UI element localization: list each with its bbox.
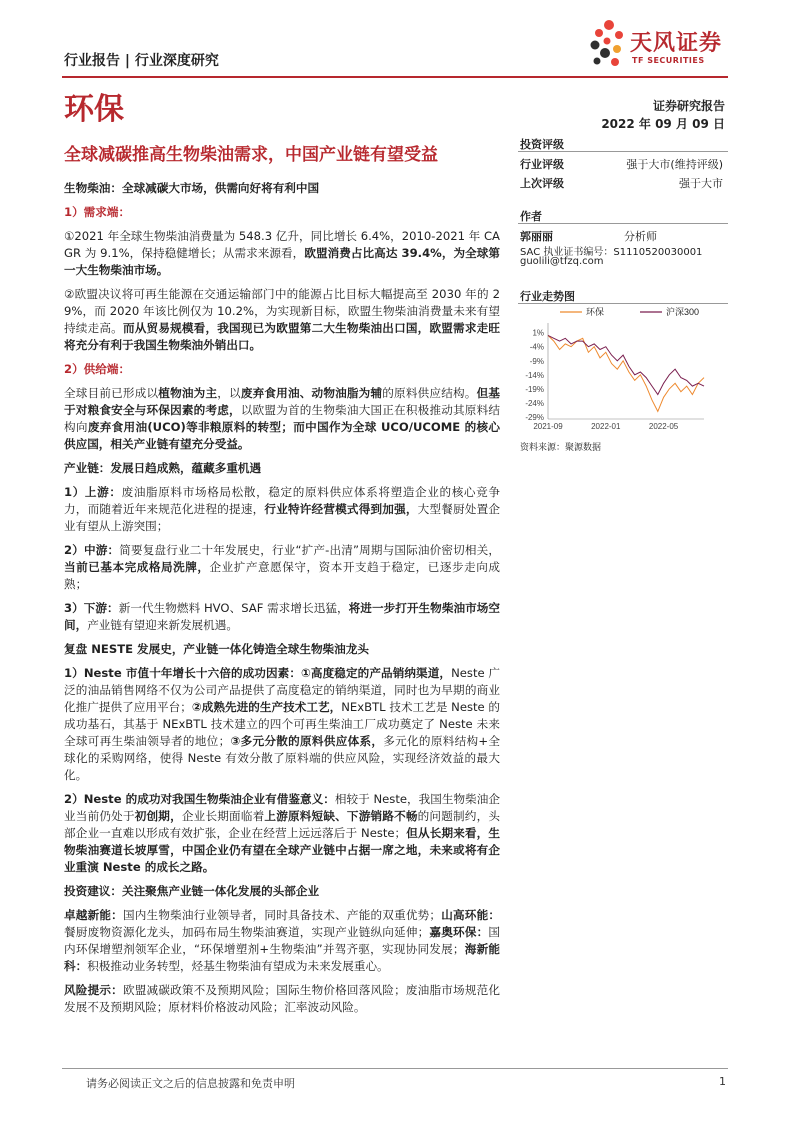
risk-paragraph: 风险提示：欧盟减碳政策不及预期风险；国际生物价格回落风险；废油脂市场规范化发展不及预期风险；原材料价格波动风险；汇率波动风险。 xyxy=(64,983,500,1014)
y-tick-label: -4% xyxy=(529,342,544,352)
demand-paragraph-1: ①2021 年全球生物柴油消费量为 548.3 亿升，同比增长 6.4%，2010-2021 年 CAGR 为 9.1%，保持稳健增长；从需求来源看，欧盟消费占比高达 39.4%，为全球第一大生物柴油市场。 xyxy=(64,229,500,277)
report-date: 2022 年 09 月 09 日 xyxy=(601,117,725,131)
page-number: 1 xyxy=(719,1075,726,1088)
y-tick-label: -24% xyxy=(525,398,544,408)
chart-lines xyxy=(548,335,704,411)
chart-source: 资料来源：聚源数据 xyxy=(520,443,602,453)
summary-heading-1: 生物柴油：全球减碳大市场，供需向好将有利中国 xyxy=(64,181,320,195)
chart-divider xyxy=(518,303,728,304)
breadcrumb: 行业报告 | 行业深度研究 xyxy=(64,53,219,69)
y-tick-label: 1% xyxy=(532,328,544,338)
upstream-paragraph: 1）上游：废油脂原料市场格局松散，稳定的原料供应体系将塑造企业的核心竞争力，而随着近年来规范化进程的提速，行业特许经营模式得到加强，大型餐厨处置企业有望从上游突围； xyxy=(64,485,500,533)
industry-rating-value: 强于大市(维持评级) xyxy=(626,158,723,171)
midstream-paragraph: 2）中游：简要复盘行业二十年发展史，行业“扩产-出清”周期与国际油价密切相关，当前已基本完成格局洗牌，企业扩产意愿保守，资本开支趋于稳定，已逐步走向成熟； xyxy=(64,543,500,591)
logo-mark-icon xyxy=(585,15,635,71)
legend-label: 环保 xyxy=(586,307,605,317)
investment-heading: 投资建议：关注聚焦产业链一体化发展的头部企业 xyxy=(64,884,320,898)
investment-paragraph: 卓越新能：国内生物柴油行业领导者，同时具备技术、产能的双重优势；山高环能：餐厨废物资源化龙头，加码布局生物柴油赛道，实现产业链纵向延伸；嘉奥环保：国内环保增塑剂领军企业，“环保增塑剂+生物柴油”并驾齐驱，实现协同发展；海新能科：积极推动业务转型，烃基生物柴油有望成为未来发展重心。 xyxy=(64,908,500,973)
legend-label: 沪深300 xyxy=(666,307,700,317)
neste-heading: 复盘 NESTE 发展史，产业链一体化铸造全球生物柴油龙头 xyxy=(64,642,369,656)
x-tick-label: 2021-09 xyxy=(533,422,563,431)
y-tick-label: -14% xyxy=(525,370,544,380)
y-tick-label: -29% xyxy=(525,413,544,422)
author-section-title: 作者 xyxy=(520,210,542,223)
demand-paragraph-2: ②欧盟决议将可再生能源在交通运输部门中的能源占比目标大幅提高至 2030 年的 29%，而 2020 年该比例仅为 10.2%，为实现新目标，欧盟生物柴油消费量未来有望持续走高。而从贸易规模看，我国现已为欧盟第二大生物柴油出口国，欧盟需求走旺将充分有利于我国生物柴油外销出口。 xyxy=(64,287,500,352)
rating-section-title: 投资评级 xyxy=(520,138,564,151)
rating-divider xyxy=(518,151,728,152)
x-tick-label: 2022-05 xyxy=(648,422,679,431)
report-type: 证券研究报告 xyxy=(652,99,725,113)
neste-paragraph-2: 2）Neste 的成功对我国生物柴油企业有借鉴意义：相较于 Neste，我国生物柴油企业当前仍处于初创期，企业长期面临着上游原料短缺、下游销路不畅的问题制约，头部企业一直难以形成有效扩张，企业在经营上远远落后于 Neste；但从长期来看，生物柴油赛道长坡厚雪，中国企业仍有望在全球产业链中占据一席之地，未来或将有企业重演 Neste 的成长之路。 xyxy=(64,792,500,874)
neste-paragraph-1: 1）Neste 市值十年增长十六倍的成功因素：①高度稳定的产品销纳渠道，Neste 广泛的油品销售网络不仅为公司产品提供了高度稳定的销纳渠道，同时也为早期的商业化推广提供了应用平台；②成熟先进的生产技术工艺，NExBTL 技术工艺是 Neste 的成功基石，其基于 NExBTL 技术建立的四个可再生柴油工厂成功奠定了 Neste 未来全球可再生柴油领导者的地位；③多元分散的原料供应体系，多元化的原料结构+全球化的采购网络，使得 Neste 有效分散了原料端的供应风险，实现经济效益的最大化。 xyxy=(64,666,500,782)
chart-legend xyxy=(560,306,699,317)
series-line xyxy=(548,335,704,394)
series-line xyxy=(548,335,704,411)
trend-chart xyxy=(518,305,708,435)
industry-rating-label: 行业评级 xyxy=(520,158,564,171)
footer-disclaimer: 请务必阅读正文之后的信息披露和免责申明 xyxy=(86,1077,295,1090)
y-tick-label: -9% xyxy=(529,356,544,366)
previous-rating-label: 上次评级 xyxy=(520,177,564,190)
author-divider xyxy=(518,223,728,224)
y-tick-label: -19% xyxy=(525,384,544,394)
header-divider xyxy=(62,76,728,78)
x-tick-label: 2022-01 xyxy=(591,422,621,431)
supply-subheading: 2）供给端： xyxy=(64,362,131,376)
supply-paragraph: 全球目前已形成以植物油为主，以废弃食用油、动物油脂为辅的原料供应结构。但基于对粮食安全与环保因素的考虑，以欧盟为首的生物柴油大国正在积极推动其原料结构向废弃食用油(UCO)等非粮原料的转型；而中国作为全球 UCO/UCOME 的核心供应国，相关产业链有望充分受益。 xyxy=(64,386,500,451)
chain-heading: 产业链：发展日趋成熟，蕴藏多重机遇 xyxy=(64,461,262,475)
industry-name: 环保 xyxy=(64,92,124,127)
report-title: 全球减碳推高生物柴油需求，中国产业链有望受益 xyxy=(64,145,438,165)
downstream-paragraph: 3）下游：新一代生物燃料 HVO、SAF 需求增长迅猛，将进一步打开生物柴油市场空间，产业链有望迎来新发展机遇。 xyxy=(64,601,500,632)
logo-text-cn: 天风证券 xyxy=(630,31,723,56)
author-name: 郭丽丽 xyxy=(520,230,553,243)
footer-divider xyxy=(62,1068,728,1069)
author-email[interactable]: guolili@tfzq.com xyxy=(520,256,604,267)
logo-text-en: TF SECURITIES xyxy=(632,56,705,65)
author-cert: SAC 执业证书编号：S1110520030001 xyxy=(520,247,703,258)
author-role: 分析师 xyxy=(624,230,657,243)
chart-title: 行业走势图 xyxy=(520,290,575,303)
previous-rating-value: 强于大市 xyxy=(679,177,723,190)
demand-subheading: 1）需求端： xyxy=(64,205,131,219)
main-body xyxy=(64,180,500,1023)
